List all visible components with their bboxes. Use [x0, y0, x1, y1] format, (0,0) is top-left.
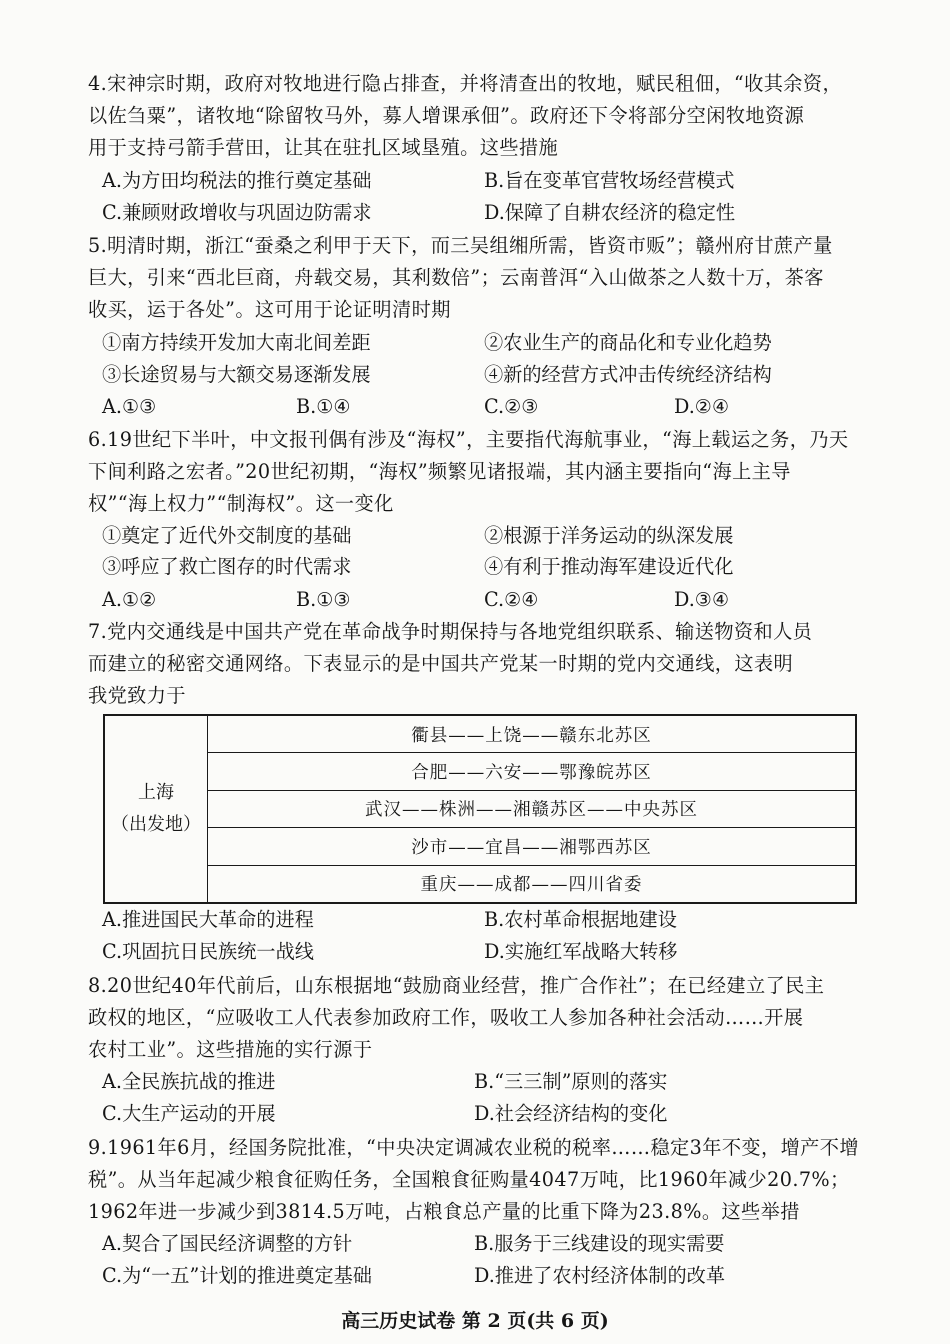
option-d: D.②④ — [674, 395, 730, 418]
statement-4: ④新的经营方式冲击传统经济结构 — [484, 363, 772, 386]
question-text-line: 用于支持弓箭手营田，让其在驻扎区域垦殖。这些措施 — [88, 136, 559, 159]
statement-3: ③长途贸易与大额交易逐渐发展 — [102, 363, 371, 386]
origin-city: 上海 — [138, 782, 174, 803]
option-b: B.“三三制”原则的落实 — [474, 1070, 668, 1093]
question-text-line: 8.20世纪40年代前后，山东根据地“鼓励商业经营，推广合作社”；在已经建立了民主 — [88, 974, 825, 997]
question-text-line: 6.19世纪下半叶，中文报刊偶有涉及“海权”，主要指代海航事业，“海上载运之务，乃天 — [88, 428, 849, 451]
route-row: 武汉——株洲——湘赣苏区——中央苏区 — [208, 790, 857, 827]
option-a: A.推进国民大革命的进程 — [102, 908, 314, 931]
option-a: A.①② — [102, 588, 157, 611]
option-c: C.②④ — [484, 588, 539, 611]
option-a: A.全民族抗战的推进 — [102, 1070, 276, 1093]
option-b: B.旨在变革官营牧场经营模式 — [484, 169, 735, 192]
question-text-line: 我党致力于 — [88, 684, 186, 707]
option-b: B.农村革命根据地建设 — [484, 908, 677, 931]
option-c: C.为“一五”计划的推进奠定基础 — [102, 1264, 372, 1287]
option-c: C.兼顾财政增收与巩固边防需求 — [102, 201, 372, 224]
question-text-line: 4.宋神宗时期，政府对牧地进行隐占排查，并将清查出的牧地，赋民租佃，“收其余资， — [88, 72, 843, 95]
question-text-line: 下间利路之宏者。”20世纪初期，“海权”频繁见诸报端，其内涵主要指向“海上主导 — [88, 460, 791, 483]
question-text-line: 而建立的秘密交通网络。下表显示的是中国共产党某一时期的党内交通线，这表明 — [88, 652, 794, 675]
origin-cell — [104, 715, 208, 903]
option-d: D.保障了自耕农经济的稳定性 — [484, 201, 736, 224]
question-text-line: 7.党内交通线是中国共产党在革命战争时期保持与各地党组织联系、输送物资和人员 — [88, 620, 813, 643]
question-text-line: 税”。从当年起减少粮食征购任务，全国粮食征购量4047万吨，比1960年减少20.7%； — [88, 1168, 850, 1191]
option-c: C.巩固抗日民族统一战线 — [102, 940, 314, 963]
option-a: A.契合了国民经济调整的方针 — [102, 1232, 353, 1255]
statement-4: ④有利于推动海军建设近代化 — [484, 555, 734, 578]
option-d: D.推进了农村经济体制的改革 — [474, 1264, 726, 1287]
question-text-line: 巨大，引来“西北巨商，舟载交易，其利数倍”；云南普洱“入山做茶之人数十万，茶客 — [88, 266, 824, 289]
statement-2: ②农业生产的商品化和专业化趋势 — [484, 331, 772, 354]
question-text-line: 农村工业”。这些措施的实行源于 — [88, 1038, 373, 1061]
option-d: D.实施红军战略大转移 — [484, 940, 678, 963]
option-c: C.②③ — [484, 395, 539, 418]
question-text-line: 权”“海上权力”“制海权”。这一变化 — [88, 492, 394, 515]
option-b: B.①④ — [296, 395, 351, 418]
communication-lines-table — [103, 714, 857, 904]
statement-2: ②根源于洋务运动的纵深发展 — [484, 524, 734, 547]
route-row: 沙市——宜昌——湘鄂西苏区 — [208, 828, 857, 865]
option-a: A.为方田均税法的推行奠定基础 — [102, 169, 372, 192]
route-row: 重庆——成都——四川省委 — [208, 865, 857, 903]
question-text-line: 政权的地区，“应吸收工人代表参加政府工作，吸收工人参加各种社会活动……开展 — [88, 1006, 804, 1029]
option-c: C.大生产运动的开展 — [102, 1102, 276, 1125]
statement-3: ③呼应了救亡图存的时代需求 — [102, 555, 352, 578]
statement-1: ①奠定了近代外交制度的基础 — [102, 524, 352, 547]
option-a: A.①③ — [102, 395, 157, 418]
option-d: D.社会经济结构的变化 — [474, 1102, 668, 1125]
question-text-line: 1962年进一步减少到3814.5万吨，占粮食总产量的比重下降为23.8%。这些举措 — [88, 1200, 800, 1223]
statement-1: ①南方持续开发加大南北间差距 — [102, 331, 371, 354]
option-d: D.③④ — [674, 588, 730, 611]
question-text-line: 以佐刍粟”，诸牧地“除留牧马外，募人增课承佃”。政府还下令将部分空闲牧地资源 — [88, 104, 805, 127]
question-text-line: 9.1961年6月，经国务院批准，“中央决定调减农业税的税率……稳定3年不变，增产不增 — [88, 1136, 859, 1159]
route-row: 衢县——上饶——赣东北苏区 — [208, 715, 857, 753]
route-row: 合肥——六安——鄂豫皖苏区 — [208, 753, 857, 790]
question-text-line: 5.明清时期，浙江“蚕桑之利甲于天下，而三吴组缃所需，皆资市贩”；赣州府甘蔗产量 — [88, 234, 833, 257]
option-b: B.①③ — [296, 588, 351, 611]
option-b: B.服务于三线建设的现实需要 — [474, 1232, 725, 1255]
origin-note: （出发地） — [111, 814, 201, 835]
question-text-line: 收买，运于各处”。这可用于论证明清时期 — [88, 298, 451, 321]
page-footer: 高三历史试卷 第 2 页(共 6 页) — [341, 1310, 609, 1332]
